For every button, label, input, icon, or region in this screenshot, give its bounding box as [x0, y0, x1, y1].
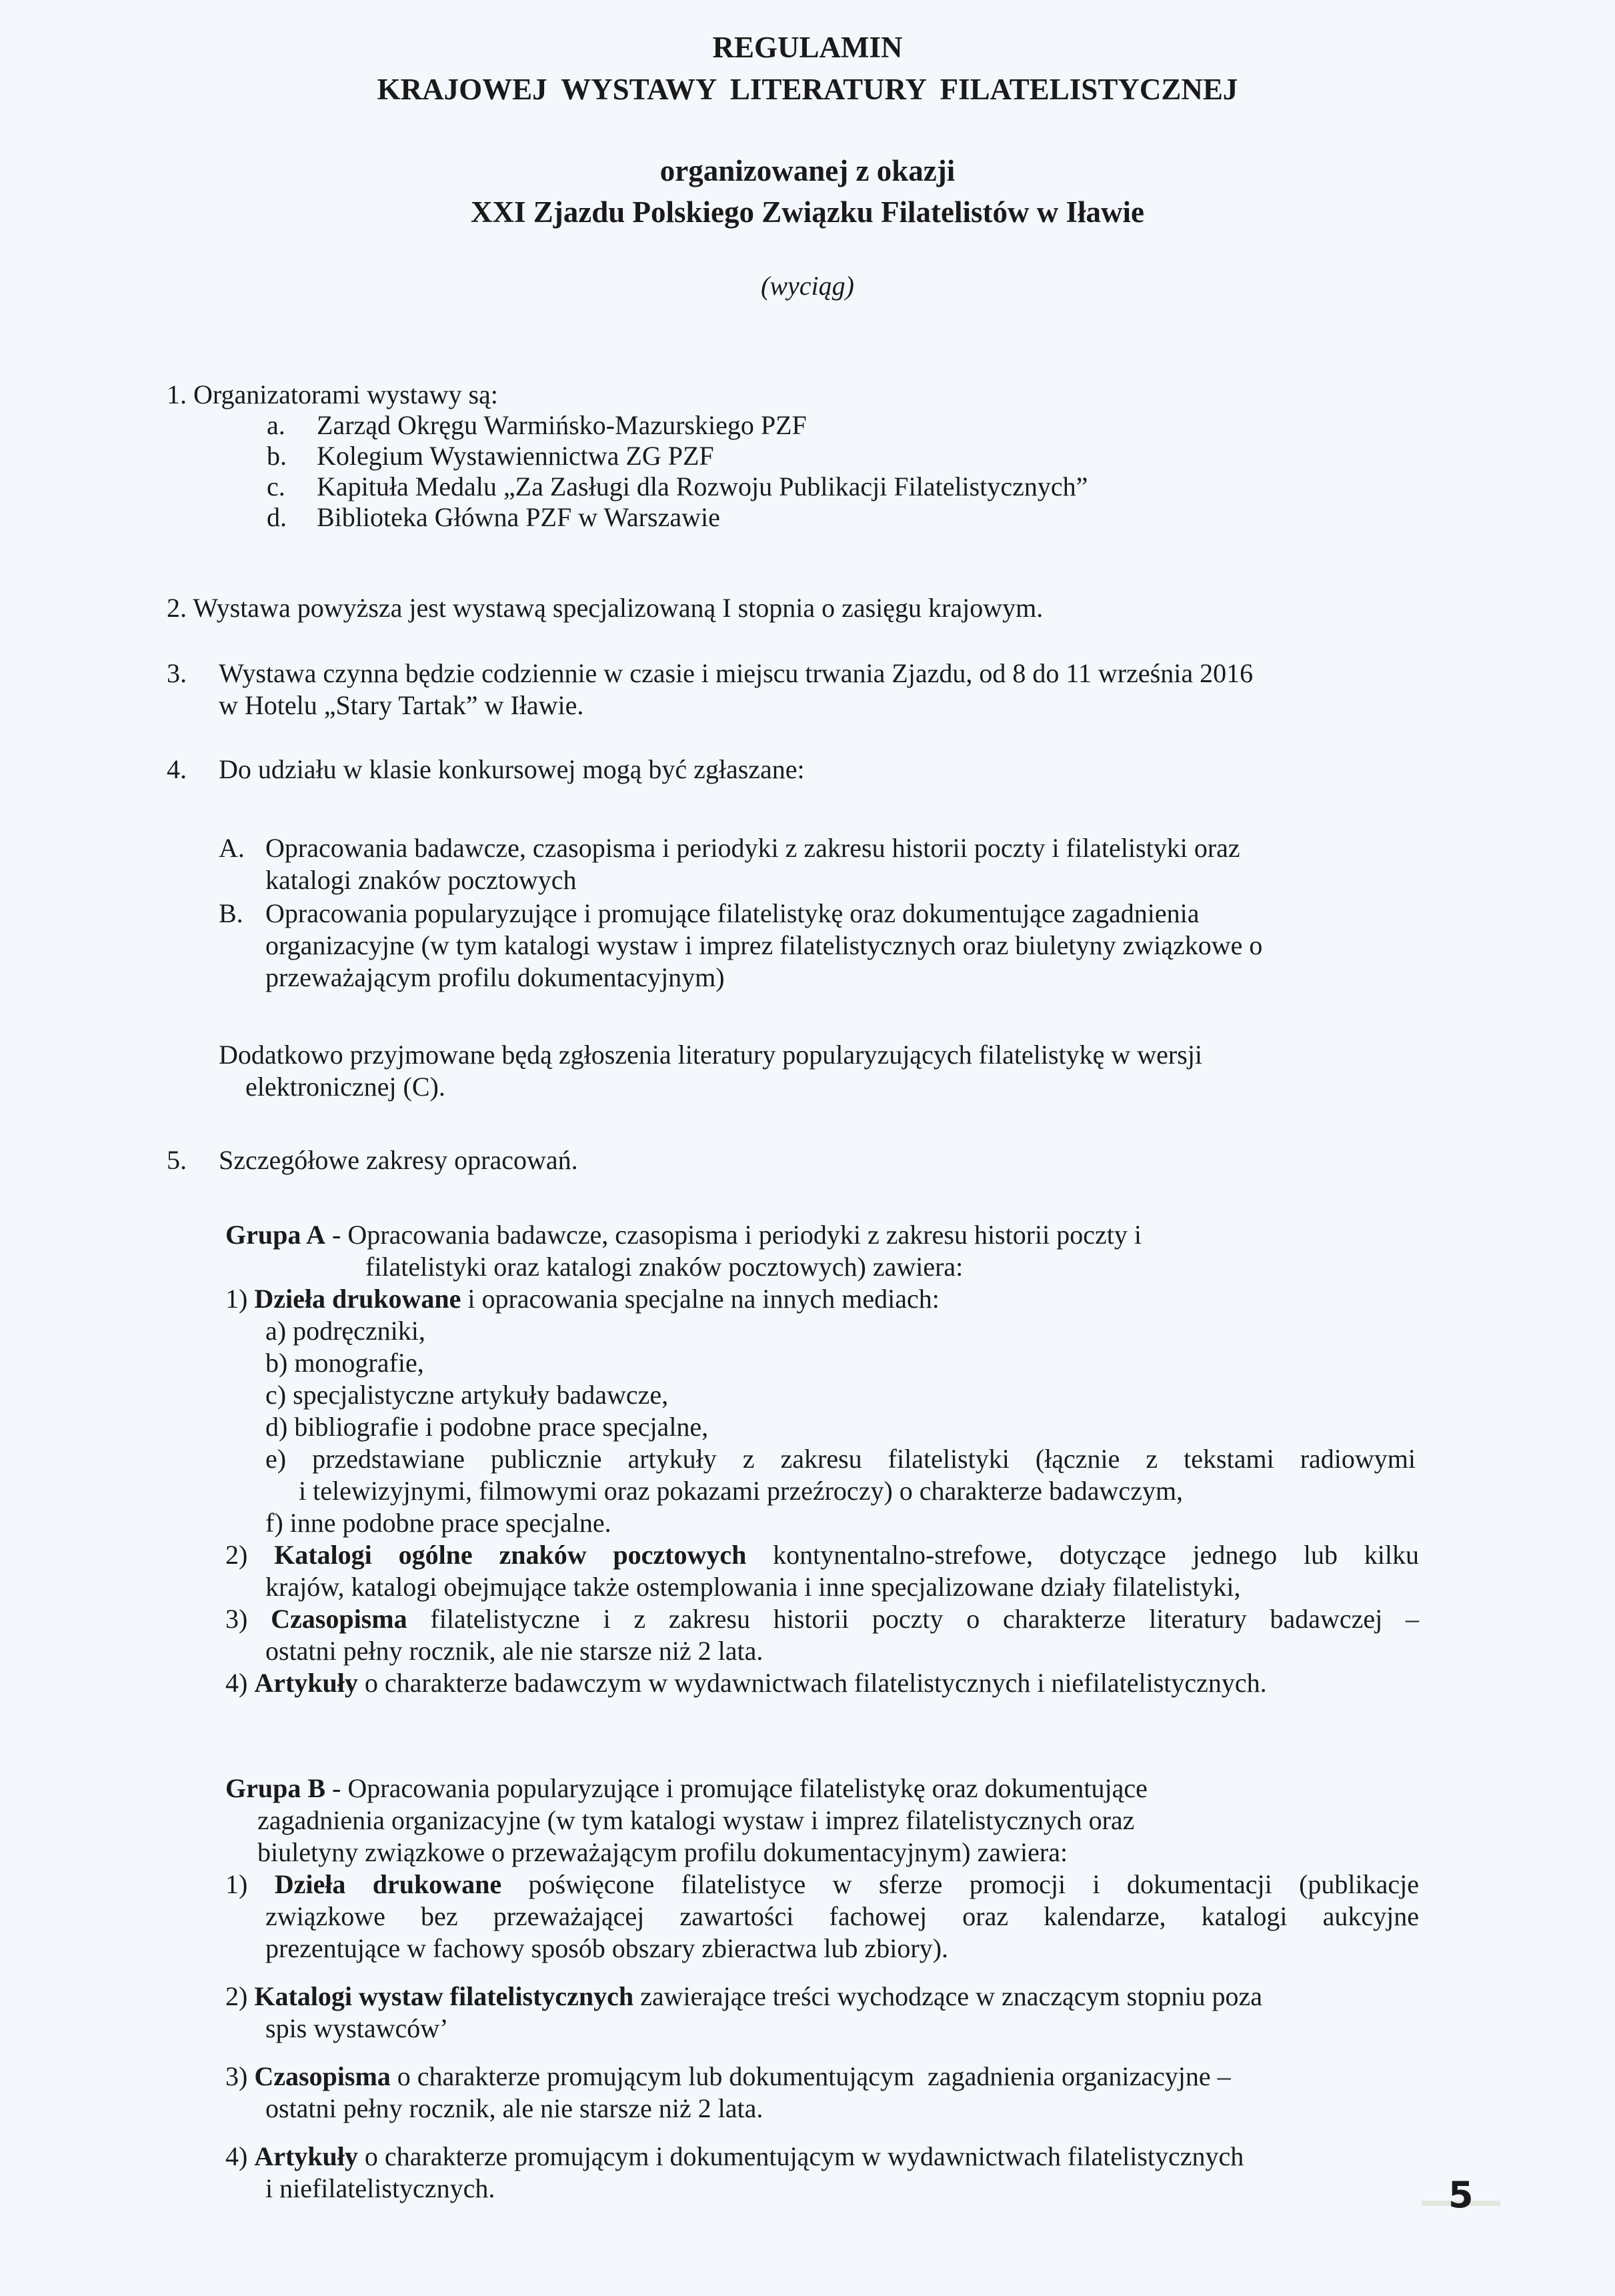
- additional-note: Dodatkowo przyjmowane będą zgłoszenia literatury popularyzujących filatelistykę w wersji: [219, 1040, 1203, 1070]
- item-bold-term: Dzieła drukowane: [274, 1869, 502, 1899]
- list-item-marker: b.: [267, 441, 287, 471]
- list-item-marker: a.: [267, 410, 285, 440]
- section-2-text: 2. Wystawa powyższa jest wystawą specjalizowaną I stopnia o zasięgu krajowym.: [167, 593, 1044, 623]
- section-1-heading: 1. Organizatorami wystawy są:: [167, 379, 498, 409]
- group-b-item-2-line2: spis wystawców’: [265, 2013, 449, 2043]
- group-b-label: Grupa B: [225, 1773, 326, 1803]
- excerpt-note: (wyciąg): [761, 271, 854, 301]
- item-marker: 3): [225, 2061, 248, 2091]
- item-bold-term: Czasopisma: [254, 2061, 391, 2091]
- sub-item: e) przedstawiane publicznie artykuły z zakresu filatelistyki (łącznie z tekstami radiowymi: [265, 1444, 1416, 1474]
- group-b-item-1-line3: prezentujące w fachowy sposób obszary zbieractwa lub zbiory).: [265, 1933, 949, 1963]
- document-title: REGULAMIN: [712, 31, 903, 64]
- list-item: Kapituła Medalu „Za Zasługi dla Rozwoju Publikacji Filatelistycznych”: [317, 471, 1088, 501]
- category-b-text-line3: przeważającym profilu dokumentacyjnym): [265, 962, 725, 992]
- list-item-marker: c.: [267, 471, 285, 501]
- category-a-text-line2: katalogi znaków pocztowych: [265, 865, 577, 895]
- item-marker: 2): [225, 1540, 248, 1570]
- list-item: Biblioteka Główna PZF w Warszawie: [317, 502, 720, 532]
- item-marker: 4): [225, 1668, 248, 1698]
- category-a-marker: A.: [219, 833, 245, 863]
- section-5-marker: 5.: [167, 1145, 187, 1175]
- group-b-item-3-line2: ostatni pełny rocznik, ale nie starsze niż 2 lata.: [265, 2093, 763, 2123]
- document-title-line2: KRAJOWEJ WYSTAWY LITERATURY FILATELISTYCZNEJ: [377, 73, 1238, 106]
- category-a-text: Opracowania badawcze, czasopisma i periodyki z zakresu historii poczty i filatelistyki oraz: [265, 833, 1240, 863]
- section-5-heading: Szczegółowe zakresy opracowań.: [219, 1145, 578, 1175]
- item-text: i opracowania specjalne na innych mediach:: [461, 1284, 940, 1314]
- item-text: filatelistyczne i z zakresu historii poczty o charakterze literatury badawczej –: [407, 1604, 1420, 1634]
- section-3-text: Wystawa czynna będzie codziennie w czasie i miejscu trwania Zjazdu, od 8 do 11 września 2016: [219, 658, 1254, 688]
- item-text: o charakterze promującym i dokumentującym w wydawnictwach filatelistycznych: [357, 2141, 1244, 2171]
- list-item-marker: d.: [267, 502, 287, 532]
- group-a-item-3-line2: ostatni pełny rocznik, ale nie starsze niż 2 lata.: [265, 1636, 763, 1666]
- sub-item-continuation: i telewizyjnymi, filmowymi oraz pokazami przeźroczy) o charakterze badawczym,: [299, 1476, 1184, 1506]
- item-marker: 3): [225, 1604, 248, 1634]
- item-bold-term: Artykuły: [254, 1668, 358, 1698]
- document-subtitle: organizowanej z okazji: [659, 154, 956, 187]
- section-4-heading: Do udziału w klasie konkursowej mogą być zgłaszane:: [219, 754, 805, 784]
- group-a-item-4: [225, 1666, 1267, 1700]
- group-a-item-2: [225, 1538, 1419, 1572]
- group-b-item-1-line2: związkowe bez przeważającej zawartości fachowej oraz kalendarze, katalogi aukcyjne: [265, 1901, 1419, 1931]
- group-a-item-2-line2: krajów, katalogi obejmujące także ostemplowania i inne specjalizowane działy filatelistyki,: [265, 1572, 1241, 1602]
- group-b-item-4-line2: i niefilatelistycznych.: [265, 2173, 495, 2203]
- category-b-text-line2: organizacyjne (w tym katalogi wystaw i imprez filatelistycznych oraz biuletyny związkowe o: [265, 930, 1263, 960]
- category-b-marker: B.: [219, 898, 243, 928]
- category-b-text: Opracowania popularyzujące i promujące filatelistykę oraz dokumentujące zagadnienia: [265, 898, 1200, 928]
- group-a-header: [225, 1218, 1142, 1252]
- item-bold-term: Czasopisma: [271, 1604, 407, 1634]
- group-a-label: Grupa A: [225, 1220, 326, 1250]
- group-b-header: [225, 1771, 1148, 1806]
- item-bold-term: Katalogi ogólne znaków pocztowych: [274, 1540, 747, 1570]
- section-3-marker: 3.: [167, 658, 187, 688]
- list-item: Zarząd Okręgu Warmińsko-Mazurskiego PZF: [317, 410, 807, 440]
- item-marker: 1): [225, 1284, 248, 1314]
- group-a-item-1: [225, 1282, 940, 1316]
- item-bold-term: Katalogi wystaw filatelistycznych: [254, 1981, 634, 2011]
- section-4-marker: 4.: [167, 754, 187, 784]
- group-a-description: - Opracowania badawcze, czasopisma i periodyki z zakresu historii poczty i: [325, 1220, 1142, 1250]
- group-b-item-4: [225, 2139, 1244, 2174]
- sub-item: d) bibliografie i podobne prace specjalne,: [265, 1412, 709, 1442]
- item-marker: 2): [225, 1981, 248, 2011]
- sub-item: f) inne podobne prace specjalne.: [265, 1508, 611, 1538]
- group-a-description-line2: filatelistyki oraz katalogi znaków pocztowych) zawiera:: [365, 1252, 964, 1282]
- group-b-item-2: [225, 1979, 1262, 2014]
- group-b-description-line3: biuletyny związkowe o przeważającym profilu dokumentacyjnym) zawiera:: [257, 1837, 1068, 1867]
- item-marker: 4): [225, 2141, 248, 2171]
- list-item: Kolegium Wystawiennictwa ZG PZF: [317, 441, 714, 471]
- sub-item: c) specjalistyczne artykuły badawcze,: [265, 1380, 669, 1410]
- document-subtitle-line2: XXI Zjazdu Polskiego Związku Filatelistów w Iławie: [470, 195, 1145, 229]
- group-a-item-3: [225, 1602, 1419, 1636]
- group-b-item-1: [225, 1867, 1419, 1902]
- additional-note-line2: elektronicznej (C).: [245, 1072, 445, 1102]
- item-text: o charakterze badawczym w wydawnictwach filatelistycznych i niefilatelistycznych.: [357, 1668, 1267, 1698]
- item-bold-term: Artykuły: [254, 2141, 358, 2171]
- sub-item: a) podręczniki,: [265, 1316, 425, 1346]
- item-text: o charakterze promującym lub dokumentującym zagadnienia organizacyjne –: [390, 2061, 1231, 2091]
- item-text: kontynentalno-strefowe, dotyczące jednego lub kilku: [746, 1540, 1420, 1570]
- item-text: poświęcone filatelistyce w sferze promocji i dokumentacji (publikacje: [501, 1869, 1419, 1899]
- item-marker: 1): [225, 1869, 248, 1899]
- sub-item: b) monografie,: [265, 1348, 424, 1378]
- group-b-item-3: [225, 2059, 1231, 2094]
- page-number: 5: [1448, 2174, 1474, 2216]
- item-bold-term: Dzieła drukowane: [254, 1284, 461, 1314]
- group-b-description: - Opracowania popularyzujące i promujące filatelistykę oraz dokumentujące: [325, 1773, 1148, 1803]
- section-3-text-line2: w Hotelu „Stary Tartak” w Iławie.: [219, 690, 584, 720]
- item-text: zawierające treści wychodzące w znaczącym stopniu poza: [633, 1981, 1262, 2011]
- group-b-description-line2-text: zagadnienia organizacyjne (w tym katalogi wystaw i imprez filatelistycznych oraz: [257, 1805, 1135, 1835]
